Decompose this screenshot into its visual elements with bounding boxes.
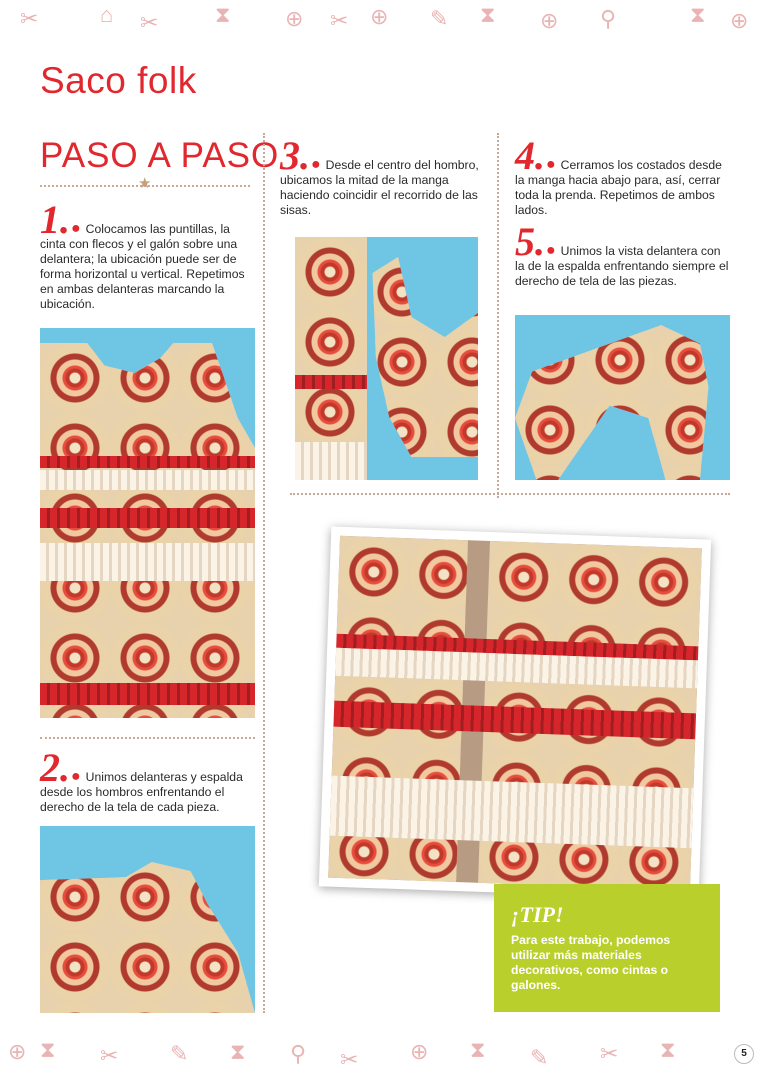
needle-icon: ✎ — [430, 6, 449, 31]
fabric-facing — [515, 325, 730, 480]
safety-pin-icon: ⚲ — [600, 6, 617, 31]
spool-icon: ⧗ — [690, 2, 706, 27]
finished-jacket-photo — [319, 526, 711, 899]
button-icon: ⊕ — [8, 1039, 27, 1064]
step-text: Unimos la vista delantera con la de la espalda enfrentando siempre el derecho de tela de las piezas. — [515, 244, 729, 288]
button-icon: ⊕ — [730, 8, 749, 33]
sewing-pattern-band-top — [0, 0, 768, 45]
spool-icon: ⧗ — [40, 1037, 56, 1062]
scissors-icon: ✂ — [100, 1043, 119, 1068]
red-lace-trim — [295, 375, 367, 389]
step-5 — [515, 219, 730, 289]
section-heading: PASO A PASO — [40, 136, 280, 175]
button-icon: ⊕ — [285, 6, 304, 31]
sewing-pattern-band-bottom — [0, 1035, 768, 1083]
red-lace-trim — [40, 683, 255, 705]
step-5-photo — [515, 315, 730, 480]
scissors-icon: ✂ — [20, 6, 39, 31]
fabric-sleeve — [367, 257, 478, 457]
spool-icon: ⧗ — [480, 2, 496, 27]
red-ribbon-trim — [40, 456, 255, 468]
button-icon: ⊕ — [410, 1039, 429, 1064]
bullet-icon: ● — [71, 768, 81, 785]
step-number: 3. — [280, 133, 310, 178]
step-2-photo — [40, 826, 255, 1013]
step-3 — [280, 133, 485, 218]
scissors-icon: ✂ — [600, 1041, 619, 1066]
tip-box — [494, 884, 720, 1012]
step-text: Colocamos las puntillas, la cinta con flecos y el galón sobre una delantera; la ubicación puede ser de forma horizontal u vertical. Repetimos en ambas delanteras marcando la ubicación. — [40, 222, 245, 311]
needle-icon: ✎ — [170, 1041, 189, 1066]
bullet-icon: ● — [546, 242, 556, 259]
spool-icon: ⧗ — [470, 1037, 486, 1062]
finished-jacket-image — [328, 536, 702, 890]
page-number: 5 — [734, 1044, 754, 1064]
tip-text: Para este trabajo, podemos utilizar más materiales decorativos, como cintas o galones. — [511, 933, 671, 992]
cream-lace-trim — [40, 543, 255, 581]
scissors-icon: ✂ — [330, 8, 349, 33]
safety-pin-icon: ⚲ — [290, 1041, 307, 1066]
tip-heading: ¡TIP! — [511, 902, 564, 927]
column-divider — [263, 133, 265, 1013]
step-text: Desde el centro del hombro, ubicamos la mitad de la manga haciendo coincidir el recorrido de las sisas. — [280, 158, 479, 217]
step-1-photo — [40, 328, 255, 718]
bullet-icon: ● — [311, 156, 321, 173]
step-3-photo — [295, 237, 478, 480]
bullet-icon: ● — [546, 156, 556, 173]
fabric-front-piece — [40, 343, 255, 718]
step-number: 2. — [40, 745, 70, 790]
needle-icon: ✎ — [530, 1045, 549, 1070]
step-number: 1. — [40, 197, 70, 242]
bullet-icon: ● — [71, 220, 81, 237]
step-4 — [515, 133, 730, 218]
red-lace-trim — [40, 508, 255, 528]
column-divider — [497, 133, 499, 498]
step-2 — [40, 745, 255, 815]
button-icon: ⊕ — [540, 8, 559, 33]
scissors-icon: ✂ — [140, 10, 159, 35]
fringe-trim — [40, 470, 255, 490]
page-title: Saco folk — [40, 60, 197, 101]
step-divider — [40, 737, 255, 739]
fabric-shoulder-seam — [40, 862, 255, 1013]
button-icon: ⊕ — [370, 4, 389, 29]
spool-icon: ⧗ — [230, 1039, 246, 1064]
step-1 — [40, 197, 255, 312]
spool-icon: ⧗ — [215, 2, 231, 27]
row-divider — [290, 493, 730, 495]
star-icon: ★ — [138, 175, 152, 192]
cream-lace-trim — [295, 442, 367, 480]
cream-lace-trim — [330, 776, 694, 849]
step-number: 5. — [515, 219, 545, 264]
spool-icon: ⧗ — [660, 1037, 676, 1062]
step-text: Cerramos los costados desde la manga hacia abajo para, así, cerrar toda la prenda. Repetimos de ambos lados. — [515, 158, 722, 217]
step-number: 4. — [515, 133, 545, 178]
scissors-icon: ✂ — [340, 1047, 359, 1072]
step-text: Unimos delanteras y espalda desde los hombros enfrentando el derecho de la tela de cada pieza. — [40, 770, 243, 814]
thimble-icon: ⌂ — [100, 2, 114, 27]
